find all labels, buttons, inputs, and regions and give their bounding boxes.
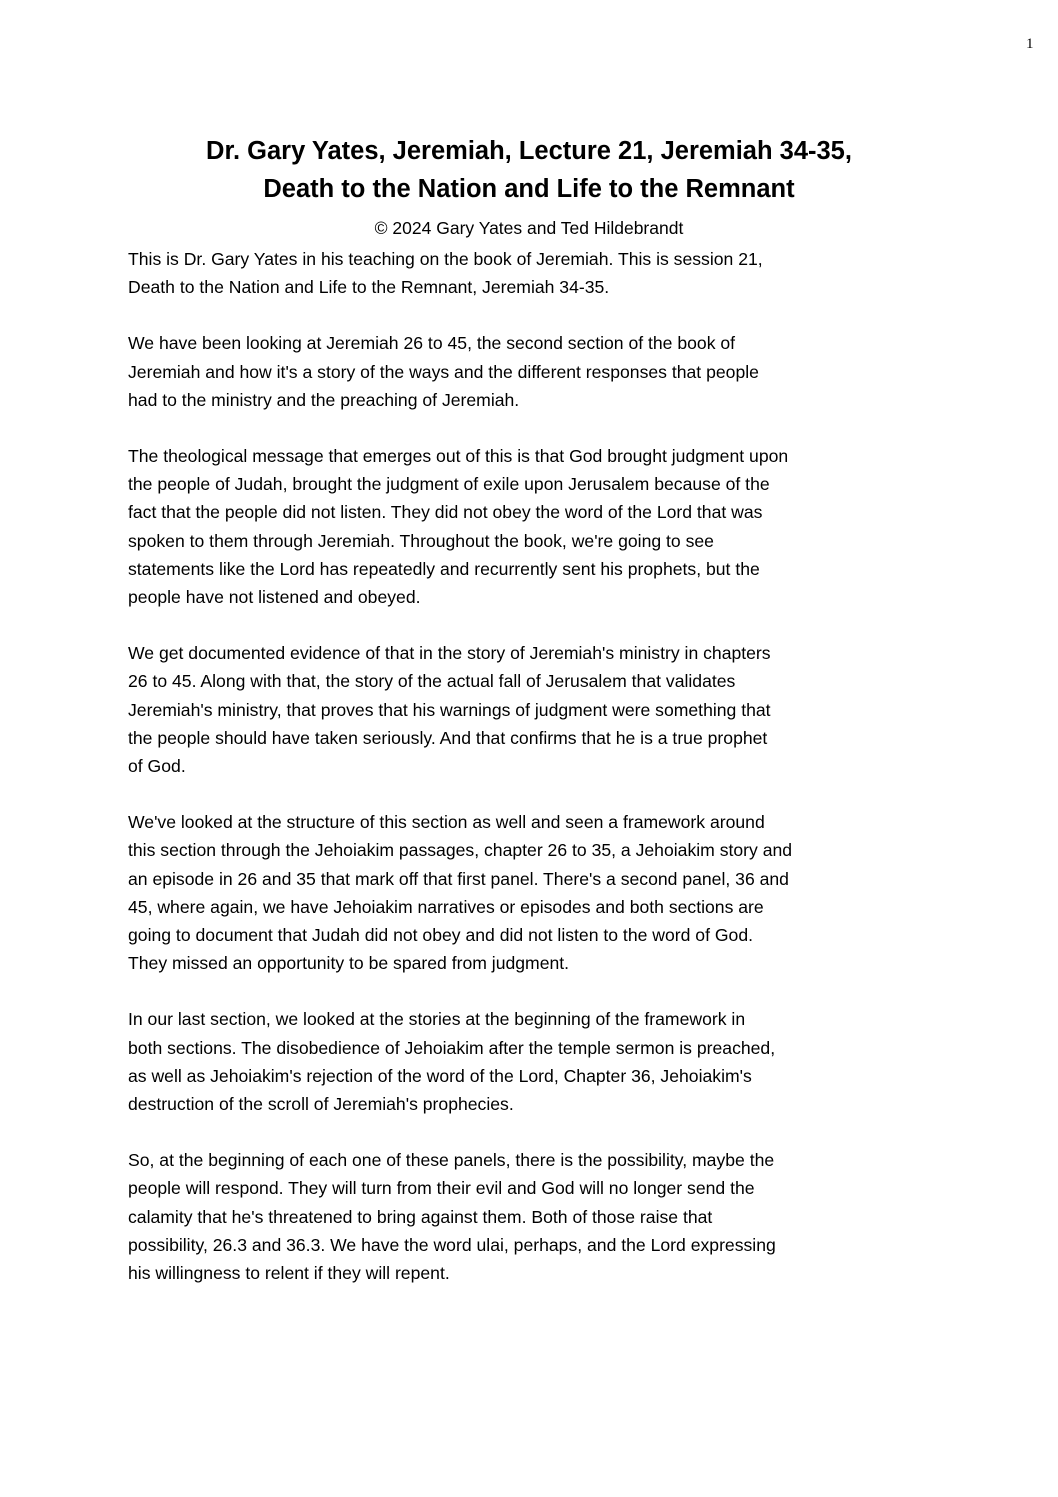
text-line: In our last section, we looked at the stories at the beginning of the framework in [128,1009,746,1030]
text-line: We've looked at the structure of this section as well and seen a framework around [128,812,765,833]
text-line: an episode in 26 and 35 that mark off that first panel. There's a second panel, 36 and [128,868,789,889]
document-body [128,245,948,1315]
paragraph [128,639,948,780]
text-line: the people of Judah, brought the judgment of exile upon Jerusalem because of the [128,474,770,495]
text-line: 26 to 45. Along with that, the story of the actual fall of Jerusalem that validates [128,671,736,692]
paragraph [128,1146,948,1287]
text-line: as well as Jehoiakim's rejection of the word of the Lord, Chapter 36, Jehoiakim's [128,1065,752,1086]
title-line: Death to the Nation and Life to the Remnant [263,175,795,203]
text-line: They missed an opportunity to be spared from judgment. [128,953,570,974]
text-line: fact that the people did not listen. They did not obey the word of the Lord that was [128,502,763,523]
text-line: 45, where again, we have Jehoiakim narratives or episodes and both sections are [128,896,764,917]
text-line: his willingness to relent if they will repent. [128,1263,450,1284]
text-line: had to the ministry and the preaching of Jeremiah. [128,389,520,410]
text-line: spoken to them through Jeremiah. Throughout the book, we're going to see [128,530,714,551]
text-line: Death to the Nation and Life to the Remnant, Jeremiah 34-35. [128,277,610,298]
paragraph [128,442,948,611]
text-line: Jeremiah's ministry, that proves that his warnings of judgment were something that [128,699,771,720]
text-line: the people should have taken seriously. And that confirms that he is a true prophet [128,727,768,748]
text-line: people have not listened and obeyed. [128,587,421,608]
text-line: this section through the Jehoiakim passages, chapter 26 to 35, a Jehoiakim story and [128,840,793,861]
paragraph [128,329,948,414]
text-line: The theological message that emerges out of this is that God brought judgment upon [128,446,789,467]
text-line: possibility, 26.3 and 36.3. We have the word ulai, perhaps, and the Lord expressing [128,1234,776,1255]
document-title [0,132,1058,208]
page-number: 1 [1026,36,1034,52]
text-line: statements like the Lord has repeatedly and recurrently sent his prophets, but the [128,558,760,579]
text-line: destruction of the scroll of Jeremiah's prophecies. [128,1094,514,1115]
text-line: of God. [128,756,186,777]
text-line: Jeremiah and how it's a story of the ways and the different responses that people [128,361,759,382]
title-line: Dr. Gary Yates, Jeremiah, Lecture 21, Jeremiah 34-35, [206,137,852,165]
text-line: going to document that Judah did not obey and did not listen to the word of God. [128,925,754,946]
paragraph [128,245,948,301]
text-line: We get documented evidence of that in the story of Jeremiah's ministry in chapters [128,643,771,664]
text-line: We have been looking at Jeremiah 26 to 45, the second section of the book of [128,333,736,354]
text-line: people will respond. They will turn from their evil and God will no longer send the [128,1178,755,1199]
paragraph [128,1005,948,1118]
text-line: both sections. The disobedience of Jehoiakim after the temple sermon is preached, [128,1037,776,1058]
paragraph [128,808,948,977]
text-line: calamity that he's threatened to bring against them. Both of those raise that [128,1206,713,1227]
text-line: This is Dr. Gary Yates in his teaching on the book of Jeremiah. This is session 21, [128,249,763,269]
copyright-line: © 2024 Gary Yates and Ted Hildebrandt [374,218,684,238]
text-line: So, at the beginning of each one of these panels, there is the possibility, maybe the [128,1150,775,1171]
